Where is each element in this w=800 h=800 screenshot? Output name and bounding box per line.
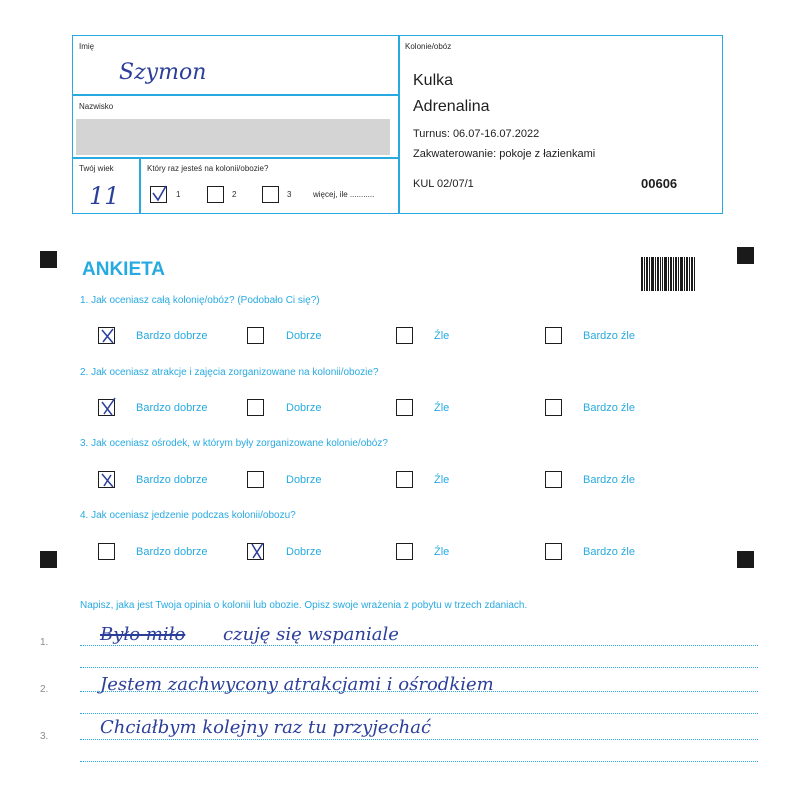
registration-marker-bottom-right (737, 551, 754, 568)
q2-label-dobrze: Dobrze (286, 402, 322, 414)
opinion-line-1-text: czuję się wspaniale (223, 624, 399, 645)
q1-label-bardzo-dobrze: Bardzo dobrze (136, 330, 208, 342)
wiecej-label: więcej, ile ........... (313, 190, 375, 199)
nazwisko-label: Nazwisko (79, 102, 114, 111)
q3-checkbox-bardzo-zle[interactable] (545, 471, 562, 488)
q1-label-bardzo-zle: Bardzo źle (583, 330, 635, 342)
opinion-line-3[interactable]: Chciałbym kolejny raz tu przyjechać (100, 717, 432, 738)
check-mark-icon (151, 184, 168, 204)
registration-marker-top-left (40, 251, 57, 268)
q3-checkbox-dobrze[interactable] (247, 471, 264, 488)
opinion-dotted-line (80, 739, 758, 740)
q1-checkbox-zle[interactable] (396, 327, 413, 344)
ktory-raz-checkbox-1[interactable] (150, 186, 167, 203)
opinion-line-1-crossed: Było miło (100, 624, 186, 645)
opinion-dotted-line (80, 645, 758, 646)
survey-title: ANKIETA (82, 259, 166, 280)
q1-label-zle: Źle (434, 330, 450, 342)
q3-checkbox-zle[interactable] (396, 471, 413, 488)
q4-checkbox-dobrze[interactable] (247, 543, 264, 560)
q3-label-bardzo-dobrze: Bardzo dobrze (136, 474, 208, 486)
header-divider-h1 (73, 94, 399, 96)
opinion-line-number-3: 3. (40, 731, 49, 742)
opinion-line-2[interactable]: Jestem zachwycony atrakcjami i ośrodkiem (100, 674, 494, 695)
q3-label-zle: Źle (434, 474, 450, 486)
header-divider-v2 (139, 157, 141, 213)
header-form (72, 35, 723, 214)
opinion-line-1[interactable] (100, 624, 399, 645)
ktory-raz-checkbox-3[interactable] (262, 186, 279, 203)
registration-marker-bottom-left (40, 551, 57, 568)
ktory-raz-label: Który raz jesteś na kolonii/obozie? (147, 164, 269, 173)
q2-checkbox-zle[interactable] (396, 399, 413, 416)
ktory-raz-checkbox-2[interactable] (207, 186, 224, 203)
q1-checkbox-bardzo-zle[interactable] (545, 327, 562, 344)
q3-label-bardzo-zle: Bardzo źle (583, 474, 635, 486)
opinion-dotted-line (80, 667, 758, 668)
q4-checkbox-bardzo-zle[interactable] (545, 543, 562, 560)
barcode-icon (641, 257, 695, 291)
q2-checkbox-bardzo-dobrze[interactable] (98, 399, 115, 416)
ktory-raz-option-2: 2 (232, 190, 237, 199)
opinion-dotted-line (80, 691, 758, 692)
cross-mark-icon (248, 541, 265, 561)
wiek-value[interactable]: 11 (89, 182, 120, 210)
camp-code: KUL 02/07/1 (413, 178, 474, 190)
q2-checkbox-dobrze[interactable] (247, 399, 264, 416)
q4-label-bardzo-zle: Bardzo źle (583, 546, 635, 558)
q3-label-dobrze: Dobrze (286, 474, 322, 486)
q4-label-bardzo-dobrze: Bardzo dobrze (136, 546, 208, 558)
ktory-raz-option-1: 1 (176, 190, 181, 199)
cross-mark-icon (99, 469, 116, 489)
ktory-raz-option-3: 3 (287, 190, 292, 199)
question-4-text: 4. Jak oceniasz jedzenie podczas kolonii/obozu? (80, 510, 296, 521)
q4-checkbox-bardzo-dobrze[interactable] (98, 543, 115, 560)
q1-checkbox-bardzo-dobrze[interactable] (98, 327, 115, 344)
camp-name: Kulka (413, 72, 454, 89)
q3-checkbox-bardzo-dobrze[interactable] (98, 471, 115, 488)
q4-label-dobrze: Dobrze (286, 546, 322, 558)
q2-label-bardzo-dobrze: Bardzo dobrze (136, 402, 208, 414)
q4-label-zle: Źle (434, 546, 450, 558)
q2-label-zle: Źle (434, 402, 450, 414)
header-divider-h2 (73, 157, 399, 159)
q1-checkbox-dobrze[interactable] (247, 327, 264, 344)
form-number: 00606 (641, 176, 678, 191)
q1-label-dobrze: Dobrze (286, 330, 322, 342)
header-divider-vertical (398, 36, 400, 213)
q2-label-bardzo-zle: Bardzo źle (583, 402, 635, 414)
opinion-line-number-1: 1. (40, 637, 49, 648)
question-2-text: 2. Jak oceniasz atrakcje i zajęcia zorganizowane na kolonii/obozie? (80, 367, 379, 378)
opinion-prompt: Napisz, jaka jest Twoja opinia o kolonii lub obozie. Opisz swoje wrażenia z pobytu w trzech zdaniach. (80, 600, 528, 611)
q2-checkbox-bardzo-zle[interactable] (545, 399, 562, 416)
opinion-dotted-line (80, 713, 758, 714)
nazwisko-redacted (76, 119, 390, 155)
cross-mark-icon (99, 397, 116, 417)
turnus-text: Turnus: 06.07-16.07.2022 (413, 128, 540, 140)
imie-label: Imię (79, 42, 95, 51)
imie-value[interactable]: Szymon (119, 60, 207, 85)
kolonie-label: Kolonie/obóz (405, 42, 452, 51)
camp-theme: Adrenalina (413, 98, 490, 115)
opinion-dotted-line (80, 761, 758, 762)
registration-marker-top-right (737, 247, 754, 264)
cross-mark-icon (99, 325, 116, 345)
zakwaterowanie-text: Zakwaterowanie: pokoje z łazienkami (413, 148, 596, 160)
question-1-text: 1. Jak oceniasz całą kolonię/obóz? (Podobało Ci się?) (80, 295, 320, 306)
wiek-label: Twój wiek (79, 164, 114, 173)
opinion-line-number-2: 2. (40, 684, 49, 695)
q4-checkbox-zle[interactable] (396, 543, 413, 560)
question-3-text: 3. Jak oceniasz ośrodek, w którym były zorganizowane kolonie/obóz? (80, 438, 388, 449)
